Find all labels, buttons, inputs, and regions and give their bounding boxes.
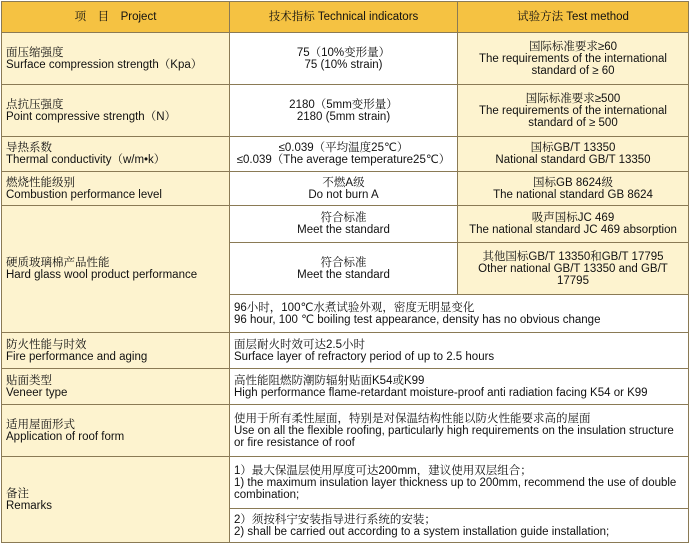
point-label bbox=[2, 85, 230, 137]
hardglass-method-1-zh: 吸声国标JC 469 bbox=[531, 212, 615, 224]
roof-value-zh: 使用于所有柔性屋面，特别是对保温结构性能以防火性能要求高的屋面 bbox=[234, 412, 591, 425]
veneer-label-en: Veneer type bbox=[6, 386, 68, 399]
thermal-indicator-zh: ≤0.039（平均温度25℃） bbox=[278, 142, 409, 154]
combustion-label-en: Combustion performance level bbox=[6, 188, 162, 201]
fire-value-zh: 面层耐火时效可达2.5小时 bbox=[234, 338, 365, 351]
surface-method-zh: 国际标准要求≥60 bbox=[528, 40, 618, 53]
remarks-item-2-zh: 2）须按科宁安装指导进行系统的安装； bbox=[234, 513, 436, 526]
surface-label-en: Surface compression strength（Kpa） bbox=[6, 58, 203, 71]
hardglass-method-1 bbox=[458, 206, 689, 243]
point-label-en: Point compressive strength（N） bbox=[6, 110, 177, 123]
combustion-indicator bbox=[230, 172, 458, 206]
hardglass-method-2-en2: 17795 bbox=[557, 274, 589, 287]
thermal-method bbox=[458, 137, 689, 172]
combustion-label-zh: 燃烧性能级别 bbox=[6, 176, 75, 189]
row-surface bbox=[2, 33, 689, 85]
row-fire bbox=[2, 333, 689, 369]
fire-value bbox=[230, 333, 689, 369]
hardglass-method-1-en: The national standard JC 469 absorption bbox=[469, 224, 677, 236]
veneer-value-en: High performance flame-retardant moisture-proof anti radiation facing K54 or K99 bbox=[234, 386, 648, 399]
point-method bbox=[458, 85, 689, 137]
thermal-method-en: National standard GB/T 13350 bbox=[495, 154, 651, 166]
row-remarks-1 bbox=[2, 457, 689, 509]
remarks-item-2-en: 2) shall be carried out according to a system installation guide installation; bbox=[234, 525, 610, 538]
header-method: 试验方法 Test method bbox=[458, 2, 689, 33]
thermal-indicator-en: ≤0.039（The average temperature25℃） bbox=[236, 154, 451, 166]
point-method-en2: standard of ≥ 500 bbox=[528, 116, 618, 129]
thermal-label-zh: 导热系数 bbox=[6, 142, 52, 154]
hardglass-indicator-2 bbox=[230, 243, 458, 295]
surface-label bbox=[2, 33, 230, 85]
spec-table bbox=[1, 1, 689, 543]
combustion-label bbox=[2, 172, 230, 206]
hardglass-indicator-2-zh: 符合标准 bbox=[320, 256, 367, 269]
hardglass-indicator-1-en: Meet the standard bbox=[297, 224, 390, 236]
combustion-method-zh: 国标GB 8624级 bbox=[533, 176, 613, 189]
thermal-indicator bbox=[230, 137, 458, 172]
roof-value-en: Use on all the flexible roofing, particularly high requirements on the insulation structure or fire resistance of roof bbox=[234, 424, 674, 449]
point-indicator-zh: 2180（5mm变形量） bbox=[289, 98, 398, 111]
hardglass-indicator-1 bbox=[230, 206, 458, 243]
point-method-zh: 国际标准要求≥500 bbox=[525, 92, 621, 105]
hardglass-indicator-1-zh: 符合标准 bbox=[320, 212, 367, 224]
remarks-item-1-zh: 1）最大保温层使用厚度可达200mm，建议使用双层组合； bbox=[234, 464, 532, 477]
combustion-indicator-en: Do not burn A bbox=[308, 188, 379, 201]
surface-method-en2: standard of ≥ 60 bbox=[531, 64, 615, 77]
hardglass-label bbox=[2, 206, 230, 333]
row-thermal bbox=[2, 137, 689, 172]
surface-indicator-en: 75 (10% strain) bbox=[304, 58, 383, 71]
header-project: 项 目 Project bbox=[2, 2, 230, 33]
roof-value bbox=[230, 405, 689, 457]
surface-label-zh: 面压缩强度 bbox=[6, 46, 64, 59]
point-label-zh: 点抗压强度 bbox=[6, 98, 64, 111]
remarks-label bbox=[2, 457, 230, 543]
row-veneer bbox=[2, 369, 689, 405]
hardglass-label-en: Hard glass wool product performance bbox=[6, 269, 198, 281]
row-point bbox=[2, 85, 689, 137]
point-indicator-en: 2180 (5mm strain) bbox=[296, 110, 391, 123]
fire-label-zh: 防火性能与时效 bbox=[6, 338, 87, 351]
roof-label bbox=[2, 405, 230, 457]
row-combustion bbox=[2, 172, 689, 206]
fire-label-en: Fire performance and aging bbox=[6, 350, 148, 363]
surface-indicator-zh: 75（10%变形量） bbox=[296, 46, 391, 59]
header-row bbox=[2, 2, 689, 33]
surface-method-en1: The requirements of the international bbox=[479, 52, 667, 65]
combustion-method bbox=[458, 172, 689, 206]
row-hardglass-1 bbox=[2, 206, 689, 243]
remarks-item-1 bbox=[230, 457, 689, 509]
combustion-method-en: The national standard GB 8624 bbox=[493, 188, 653, 201]
hardglass-boiling-zh: 96小时，100℃水煮试验外观，密度无明显变化 bbox=[234, 301, 475, 314]
hardglass-method-2-zh: 其他国标GB/T 13350和GB/T 17795 bbox=[482, 250, 664, 263]
remarks-item-2 bbox=[230, 509, 689, 543]
hardglass-boiling-test bbox=[230, 295, 689, 333]
point-method-en1: The requirements of the international bbox=[479, 104, 667, 117]
thermal-label-en: Thermal conductivity（w/m•k） bbox=[6, 154, 166, 166]
hardglass-method-2 bbox=[458, 243, 689, 295]
veneer-label-zh: 贴面类型 bbox=[6, 374, 52, 387]
fire-value-en: Surface layer of refractory period of up to 2.5 hours bbox=[234, 350, 495, 363]
surface-indicator bbox=[230, 33, 458, 85]
fire-label bbox=[2, 333, 230, 369]
row-roof bbox=[2, 405, 689, 457]
roof-label-zh: 适用屋面形式 bbox=[6, 418, 75, 431]
veneer-value bbox=[230, 369, 689, 405]
hardglass-boiling-en: 96 hour, 100 ℃ boiling test appearance, density has no obvious change bbox=[234, 313, 601, 326]
point-indicator bbox=[230, 85, 458, 137]
remarks-item-1-en: 1) the maximum insulation layer thickness up to 200mm, recommend the use of double combination; bbox=[234, 476, 677, 501]
remarks-label-en: Remarks bbox=[6, 499, 53, 512]
surface-method bbox=[458, 33, 689, 85]
combustion-indicator-zh: 不燃A级 bbox=[322, 176, 365, 189]
veneer-label bbox=[2, 369, 230, 405]
thermal-method-zh: 国标GB/T 13350 bbox=[530, 142, 616, 154]
hardglass-label-zh: 硬质玻璃棉产品性能 bbox=[6, 257, 110, 269]
roof-label-en: Application of roof form bbox=[6, 430, 125, 443]
header-indicators: 技术指标 Technical indicators bbox=[230, 2, 458, 33]
thermal-label bbox=[2, 137, 230, 172]
hardglass-indicator-2-en: Meet the standard bbox=[297, 268, 390, 281]
remarks-label-zh: 备注 bbox=[6, 487, 29, 500]
veneer-value-zh: 高性能阻燃防潮防辐射贴面K54或K99 bbox=[234, 374, 425, 387]
hardglass-method-2-en1: Other national GB/T 13350 and GB/T bbox=[478, 262, 668, 275]
